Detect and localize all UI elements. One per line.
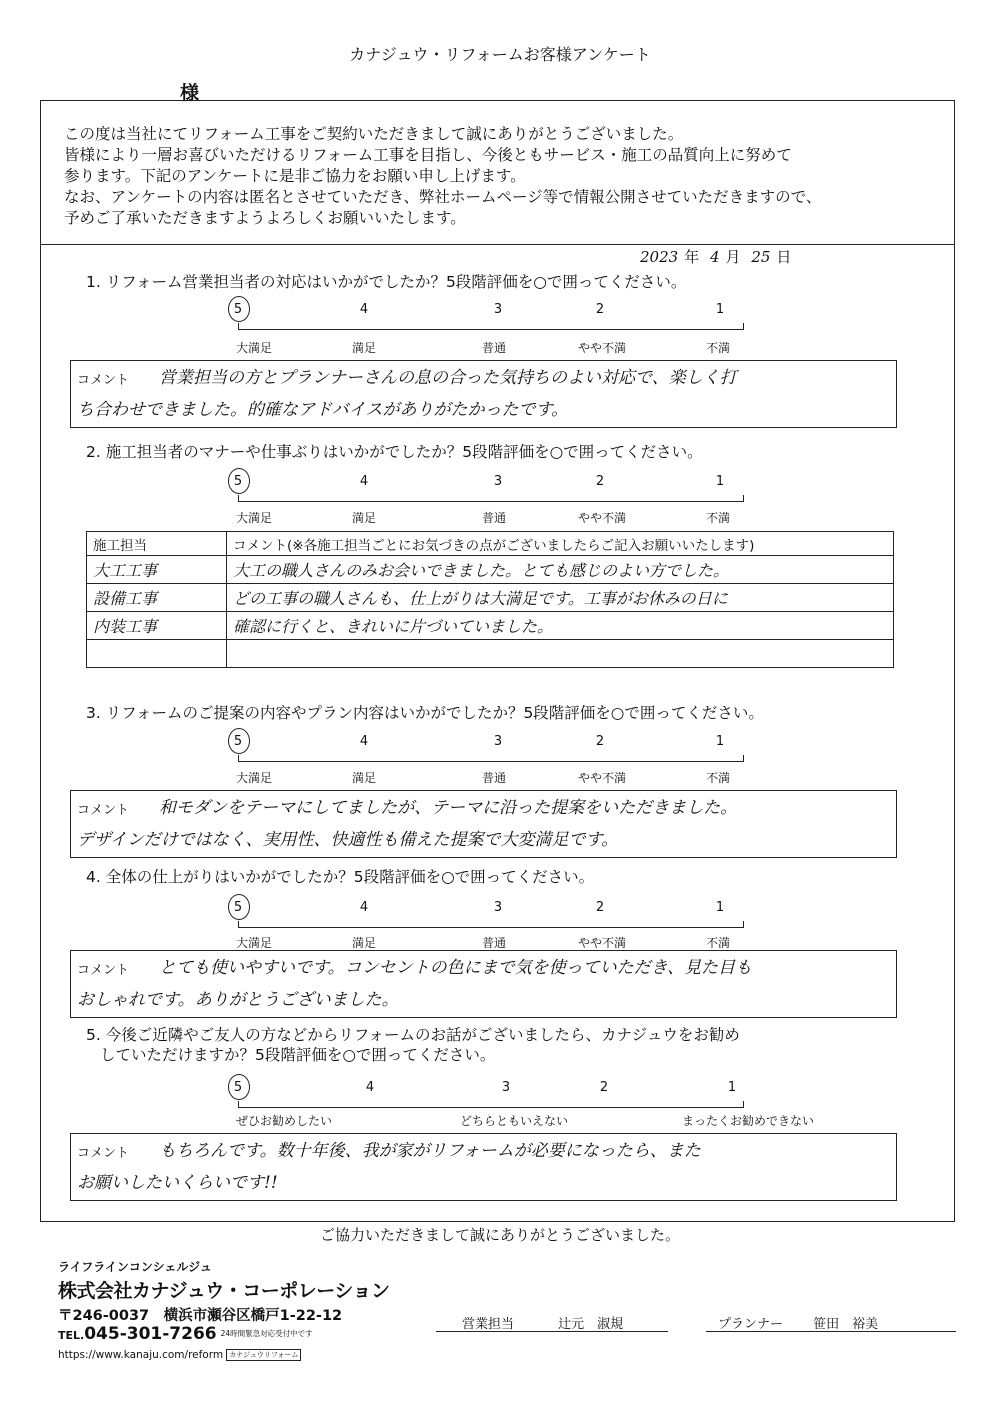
label-average: 普通 bbox=[481, 771, 507, 785]
table-row bbox=[87, 612, 894, 640]
staff-role: 設備工事 bbox=[87, 584, 227, 612]
sales-signature bbox=[436, 1313, 668, 1332]
scale-number-4[interactable]: 4 bbox=[359, 900, 369, 915]
scale-axis bbox=[238, 761, 743, 762]
tel-note: 24時間緊急対応受付中です bbox=[220, 1329, 313, 1338]
scale-number-3[interactable]: 3 bbox=[493, 734, 503, 749]
scale-tick bbox=[743, 921, 744, 928]
rating-labels-3 bbox=[228, 769, 768, 785]
scale-number-1[interactable]: 1 bbox=[715, 474, 725, 489]
selected-rating-circle bbox=[228, 728, 250, 754]
label-very-satisfied: 大満足 bbox=[235, 341, 273, 355]
company-tagline: ライフラインコンシェルジュ bbox=[58, 1260, 212, 1274]
tel-number[interactable]: 045-301-7266 bbox=[84, 1324, 217, 1344]
comment-line: おしゃれです。ありがとうございました。 bbox=[77, 990, 399, 1010]
label-very-satisfied: 大満足 bbox=[235, 511, 273, 525]
scale-axis bbox=[238, 501, 743, 502]
intro-text bbox=[64, 124, 944, 229]
label-dissatisfied: 不満 bbox=[705, 341, 731, 355]
scale-tick bbox=[743, 323, 744, 330]
scale-number-2[interactable]: 2 bbox=[599, 1080, 609, 1095]
scale-number-4[interactable]: 4 bbox=[359, 734, 369, 749]
comment-label: コメント bbox=[77, 1146, 130, 1161]
table-row bbox=[87, 640, 894, 668]
comment-line: ち合わせできました。的確なアドバイスがありがたかったです。 bbox=[77, 400, 569, 420]
comment-box-3[interactable] bbox=[70, 790, 897, 858]
staff-comment[interactable] bbox=[227, 640, 894, 668]
rating-labels-2 bbox=[228, 509, 768, 525]
planner-name: 笹田 裕美 bbox=[813, 1317, 879, 1332]
comment-line: デザインだけではなく、実用性、快適性も備えた提案で大変満足です。 bbox=[77, 830, 619, 850]
intro-line: 参ります。下記のアンケートに是非ご協力をお願い申し上げます。 bbox=[64, 167, 526, 185]
label-very-satisfied: 大満足 bbox=[235, 771, 273, 785]
url-badge: カナジュウリフォーム bbox=[226, 1349, 301, 1361]
table-row bbox=[87, 584, 894, 612]
staff-comment[interactable]: 確認に行くと、きれいに片づいていました。 bbox=[227, 612, 894, 640]
comment-line: とても使いやすいです。コンセントの色にまで気を使っていただき、見た目も bbox=[159, 958, 752, 978]
label-average: 普通 bbox=[481, 341, 507, 355]
column-header-staff: 施工担当 bbox=[87, 532, 227, 556]
survey-title: カナジュウ・リフォームお客様アンケート bbox=[349, 45, 651, 64]
intro-line: この度は当社にてリフォーム工事をご契約いただきまして誠にありがとうございました。 bbox=[64, 125, 684, 143]
scale-number-2[interactable]: 2 bbox=[595, 302, 605, 317]
thanks-message: ご協力いただきまして誠にありがとうございました。 bbox=[319, 1226, 680, 1244]
company-phone bbox=[58, 1324, 313, 1344]
scale-number-1[interactable]: 1 bbox=[715, 734, 725, 749]
selected-rating-circle bbox=[228, 468, 250, 494]
scale-tick bbox=[743, 495, 744, 502]
website-link[interactable]: https://www.kanaju.com/reform bbox=[58, 1349, 224, 1361]
rating-scale-1 bbox=[233, 302, 743, 332]
survey-date bbox=[640, 246, 797, 267]
scale-number-2[interactable]: 2 bbox=[595, 474, 605, 489]
table-header-row bbox=[87, 532, 894, 556]
scale-number-5[interactable]: 5 bbox=[233, 302, 243, 317]
date-month-label: 月 bbox=[725, 248, 741, 266]
scale-number-5[interactable]: 5 bbox=[233, 900, 243, 915]
comment-line: 和モダンをテーマにしてましたが、テーマに沿った提案をいただきました。 bbox=[159, 798, 738, 818]
label-satisfied: 満足 bbox=[351, 341, 377, 355]
sales-name: 辻元 淑規 bbox=[558, 1317, 624, 1332]
question-3: 3. リフォームのご提案の内容やプラン内容はいかがでしたか？5段階評価を○で囲ってください。 bbox=[86, 704, 764, 722]
date-year-label: 年 bbox=[684, 248, 700, 266]
scale-number-3[interactable]: 3 bbox=[501, 1080, 511, 1095]
staff-role: 内装工事 bbox=[87, 612, 227, 640]
label-satisfied: 満足 bbox=[351, 771, 377, 785]
scale-tick bbox=[743, 1101, 744, 1108]
question-5-line: 5. 今後ご近隣やご友人の方などからリフォームのお話がございましたら、カナジュウをお勧め bbox=[86, 1026, 740, 1044]
divider bbox=[40, 244, 955, 245]
comment-line: 営業担当の方とプランナーさんの息の合った気持ちのよい対応で、楽しく打 bbox=[159, 368, 737, 388]
scale-number-1[interactable]: 1 bbox=[715, 900, 725, 915]
scale-number-4[interactable]: 4 bbox=[359, 302, 369, 317]
rating-scale-3 bbox=[233, 734, 743, 764]
column-header-comment: コメント(※各施工担当ごとにお気づきの点がございましたらご記入お願いいたします) bbox=[227, 532, 894, 556]
rating-scale-4 bbox=[233, 900, 743, 930]
scale-number-5[interactable]: 5 bbox=[233, 734, 243, 749]
label-not-recommend: まったくお勧めできない bbox=[681, 1114, 815, 1128]
label-somewhat-dissatisfied: やや不満 bbox=[577, 771, 627, 785]
staff-role bbox=[87, 640, 227, 668]
label-dissatisfied: 不満 bbox=[705, 511, 731, 525]
rating-labels-5 bbox=[228, 1112, 828, 1128]
label-neutral: どちらともいえない bbox=[459, 1114, 569, 1128]
scale-axis bbox=[238, 927, 743, 928]
rating-labels-4 bbox=[228, 934, 768, 950]
scale-tick bbox=[238, 1101, 239, 1108]
rating-scale-2 bbox=[233, 474, 743, 504]
table-row bbox=[87, 556, 894, 584]
label-somewhat-dissatisfied: やや不満 bbox=[577, 511, 627, 525]
scale-tick bbox=[743, 755, 744, 762]
label-average: 普通 bbox=[481, 511, 507, 525]
construction-staff-table bbox=[86, 531, 894, 668]
scale-tick bbox=[238, 323, 239, 330]
label-recommend: ぜひお勧めしたい bbox=[235, 1114, 333, 1128]
company-url bbox=[58, 1349, 301, 1361]
selected-rating-circle bbox=[228, 1074, 250, 1100]
scale-number-5[interactable]: 5 bbox=[233, 1080, 243, 1095]
selected-rating-circle bbox=[228, 894, 250, 920]
company-address: 〒246-0037 横浜市瀬谷区橋戸1-22-12 bbox=[58, 1308, 343, 1324]
scale-tick bbox=[238, 921, 239, 928]
intro-line: 皆様により一層お喜びいただけるリフォーム工事を目指し、今後ともサービス・施工の品質向上に努めて bbox=[64, 146, 792, 164]
date-day-label: 日 bbox=[776, 248, 792, 266]
scale-number-3[interactable]: 3 bbox=[493, 900, 503, 915]
intro-line: なお、アンケートの内容は匿名とさせていただき、弊社ホームページ等で情報公開させていただきますので、 bbox=[64, 188, 822, 206]
scale-number-3[interactable]: 3 bbox=[493, 474, 503, 489]
rating-labels-1 bbox=[228, 339, 768, 355]
question-2: 2. 施工担当者のマナーや仕事ぶりはいかがでしたか？5段階評価を○で囲ってください。 bbox=[86, 443, 703, 461]
scale-number-1[interactable]: 1 bbox=[715, 302, 725, 317]
comment-label: コメント bbox=[77, 963, 130, 978]
selected-rating-circle bbox=[228, 296, 250, 322]
label-somewhat-dissatisfied: やや不満 bbox=[577, 936, 627, 950]
addressee-suffix: 様 bbox=[180, 82, 200, 104]
scale-axis bbox=[238, 1107, 743, 1108]
date-day: 25 bbox=[751, 248, 771, 266]
date-year: 2023 bbox=[640, 248, 679, 266]
scale-tick bbox=[238, 495, 239, 502]
label-somewhat-dissatisfied: やや不満 bbox=[577, 341, 627, 355]
question-5 bbox=[86, 1025, 740, 1065]
question-4: 4. 全体の仕上がりはいかがでしたか？5段階評価を○で囲ってください。 bbox=[86, 868, 595, 886]
label-satisfied: 満足 bbox=[351, 936, 377, 950]
intro-line: 予めご了承いただきますようよろしくお願いいたします。 bbox=[64, 209, 466, 227]
comment-line: もちろんです。数十年後、我が家がリフォームが必要になったら、また bbox=[159, 1141, 701, 1161]
date-month: 4 bbox=[709, 248, 720, 266]
scale-number-5[interactable]: 5 bbox=[233, 474, 243, 489]
scale-number-4[interactable]: 4 bbox=[365, 1080, 375, 1095]
comment-line: お願いしたいくらいです!! bbox=[77, 1173, 278, 1193]
comment-box-1[interactable] bbox=[70, 360, 897, 428]
label-dissatisfied: 不満 bbox=[705, 771, 731, 785]
scale-number-3[interactable]: 3 bbox=[493, 302, 503, 317]
staff-comment[interactable]: 大工の職人さんのみお会いできました。とても感じのよい方でした。 bbox=[227, 556, 894, 584]
scale-tick bbox=[238, 755, 239, 762]
planner-label: プランナー bbox=[718, 1317, 784, 1332]
comment-label: コメント bbox=[77, 373, 130, 388]
planner-signature bbox=[706, 1313, 956, 1332]
sales-label: 営業担当 bbox=[462, 1317, 515, 1332]
question-5-line: していただけますか？5段階評価を○で囲ってください。 bbox=[100, 1046, 496, 1064]
label-dissatisfied: 不満 bbox=[705, 936, 731, 950]
question-1: 1. リフォーム営業担当者の対応はいかがでしたか？5段階評価を○で囲ってください。 bbox=[86, 273, 687, 291]
label-average: 普通 bbox=[481, 936, 507, 950]
label-satisfied: 満足 bbox=[351, 511, 377, 525]
staff-comment[interactable]: どの工事の職人さんも、仕上がりは大満足です。工事がお休みの日に bbox=[227, 584, 894, 612]
company-name: 株式会社カナジュウ・コーポレーション bbox=[58, 1280, 390, 1302]
comment-label: コメント bbox=[77, 803, 130, 818]
scale-axis bbox=[238, 329, 743, 330]
scale-number-2[interactable]: 2 bbox=[595, 900, 605, 915]
staff-role: 大工工事 bbox=[87, 556, 227, 584]
rating-scale-5 bbox=[233, 1080, 743, 1110]
comment-box-4[interactable] bbox=[70, 950, 897, 1018]
scale-number-4[interactable]: 4 bbox=[359, 474, 369, 489]
scale-number-1[interactable]: 1 bbox=[727, 1080, 737, 1095]
comment-box-5[interactable] bbox=[70, 1133, 897, 1201]
tel-label: TEL. bbox=[58, 1329, 85, 1342]
scale-number-2[interactable]: 2 bbox=[595, 734, 605, 749]
label-very-satisfied: 大満足 bbox=[235, 936, 273, 950]
